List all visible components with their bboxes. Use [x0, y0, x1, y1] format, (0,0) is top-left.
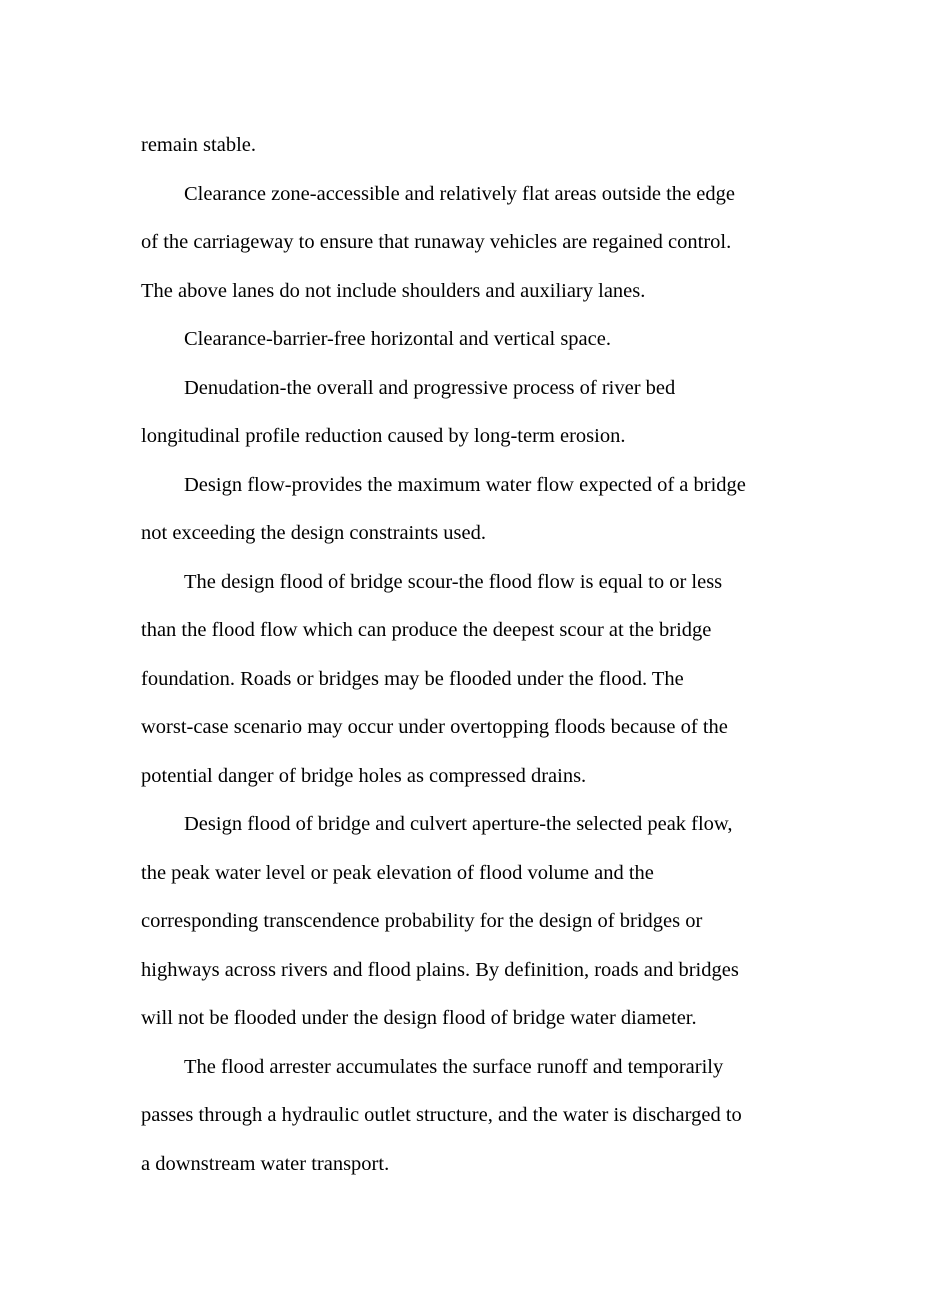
- document-page: [141, 121, 791, 1188]
- text-line: Design flood of bridge and culvert aperture-the selected peak flow,: [184, 813, 733, 835]
- paragraph: [141, 121, 791, 170]
- text-line: Design flow-provides the maximum water flow expected of a bridge: [184, 473, 746, 496]
- text-line: a downstream water transport.: [141, 1152, 390, 1175]
- text-line: Denudation-the overall and progressive process of river bed: [184, 376, 676, 399]
- paragraph: [141, 1043, 791, 1189]
- text-line: The flood arrester accumulates the surface runoff and temporarily: [184, 1055, 724, 1078]
- text-line: passes through a hydraulic outlet structure, and the water is discharged to: [141, 1104, 742, 1126]
- text-line: of the carriageway to ensure that runaway vehicles are regained control.: [141, 231, 732, 253]
- text-line: the peak water level or peak elevation of flood volume and the: [141, 861, 654, 884]
- paragraph: [141, 315, 791, 364]
- paragraph: [141, 800, 791, 1043]
- text-line: potential danger of bridge holes as compressed drains.: [141, 764, 587, 787]
- text-line: The above lanes do not include shoulders and auxiliary lanes.: [141, 279, 646, 302]
- text-line: than the flood flow which can produce the deepest scour at the bridge: [141, 619, 712, 641]
- paragraph: [141, 364, 791, 461]
- text-line: worst-case scenario may occur under overtopping floods because of the: [141, 716, 728, 738]
- paragraph: [141, 461, 791, 558]
- text-line: Clearance-barrier-free horizontal and vertical space.: [184, 328, 611, 350]
- text-line: Clearance zone-accessible and relatively flat areas outside the edge: [184, 182, 735, 205]
- text-line: not exceeding the design constraints used.: [141, 522, 486, 544]
- paragraph: [141, 170, 791, 316]
- paragraph: [141, 558, 791, 801]
- text-line: highways across rivers and flood plains. By definition, roads and bridges: [141, 958, 739, 981]
- text-line: corresponding transcendence probability for the design of bridges or: [141, 910, 703, 932]
- text-line: will not be flooded under the design flood of bridge water diameter.: [141, 1007, 697, 1029]
- text-line: longitudinal profile reduction caused by long-term erosion.: [141, 425, 626, 447]
- text-line: remain stable.: [141, 134, 256, 156]
- text-line: The design flood of bridge scour-the flood flow is equal to or less: [184, 570, 723, 593]
- text-line: foundation. Roads or bridges may be flooded under the flood. The: [141, 667, 684, 690]
